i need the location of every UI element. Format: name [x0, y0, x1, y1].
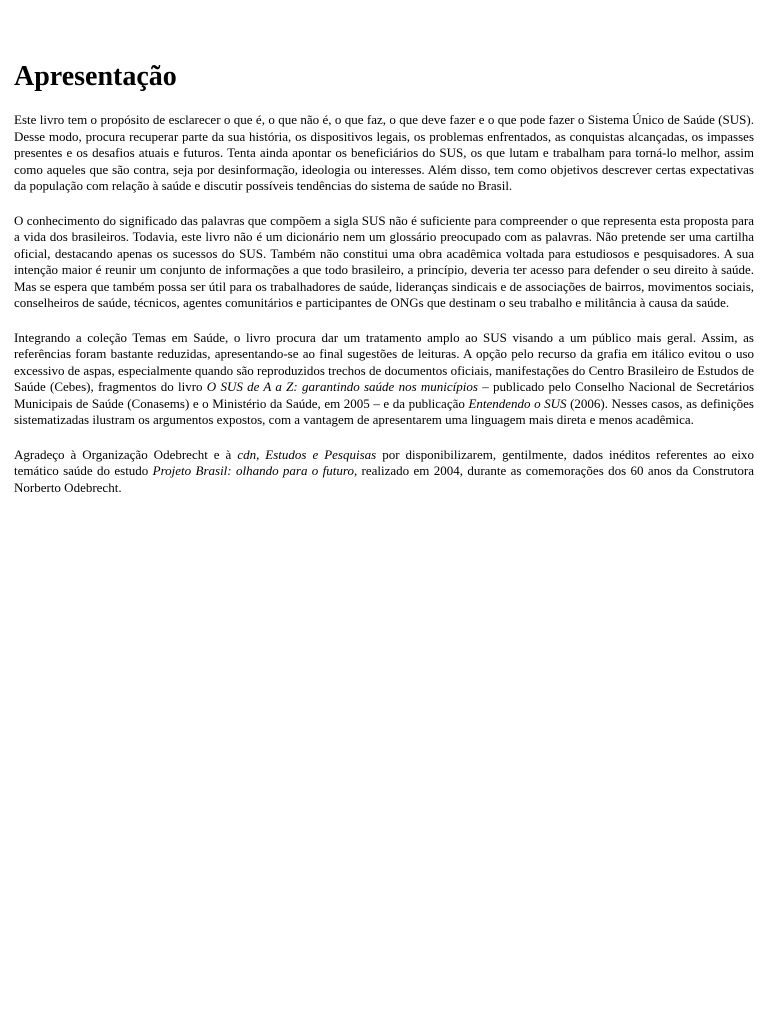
- paragraph-3-italic-publication-title: Entendendo o SUS: [468, 395, 567, 411]
- paragraph-4: [14, 447, 754, 497]
- paragraph-4-italic-organization: cdn, Estudos e Pesquisas: [237, 446, 377, 462]
- paragraph-2: [14, 213, 754, 312]
- page-title: Apresentação: [14, 61, 177, 92]
- paragraph-1-text: Este livro tem o propósito de esclarecer o que é, o que não é, o que faz, o que deve fazer e o que pode fazer o Sistema Único de Saúde (SUS). Desse modo, procura recuperar parte da sua história, os dispositivos legais, os problemas enfrentados, as conquistas alcançadas, os impasses presentes e os desafios atuais e futuros. Tenta ainda apontar os beneficiários do SUS, os que lutam e trabalham para torná-lo melhor, assim como aqueles que são contra, seja por desinformação, ideologia ou interesses. Além disso, tem como objetivos descrever certas expectativas da população com relação à saúde e discutir possíveis tendências do sistema de saúde no Brasil.: [14, 112, 754, 193]
- paragraph-2-text: O conhecimento do significado das palavras que compõem a sigla SUS não é suficiente para compreender o que representa esta proposta para a vida dos brasileiros. Todavia, este livro não é um dicionário nem um glossário preocupado com as palavras. Não pretende ser uma cartilha oficial, destacando apenas os sucessos do SUS. Também não constitui uma obra acadêmica voltada para estudiosos e pesquisadores. A sua intenção maior é reunir um conjunto de informações a que todo brasileiro, a princípio, deveria ter acesso para defender o seu direito à saúde. Mas se espera que também possa ser útil para os trabalhadores de saúde, lideranças sindicais e de associações de bairros, movimentos sociais, conselheiros de saúde, técnicos, agentes comunitários e participantes de ONGs que destinam o seu trabalho e militância à causa da saúde.: [14, 212, 754, 310]
- paragraph-3: [14, 330, 754, 429]
- paragraph-1: [14, 112, 754, 195]
- paragraph-3-text-b: – publicado pelo Conselho Nacional de Secretários Municipais de Saúde (Conasems) e o Ministério da Saúde, em 2005 – e da publicação: [14, 379, 755, 411]
- paragraph-3-text-c: (2006). Nesses casos, as definições sistematizadas ilustram os argumentos expostos, com a vantagem de apresentarem uma linguagem mais direta e menos acadêmica.: [14, 395, 754, 427]
- paragraph-3-italic-book-title: O SUS de A a Z: garantindo saúde nos municípios: [206, 379, 478, 394]
- paragraph-3-text-a: Integrando a coleção Temas em Saúde, o livro procura dar um tratamento amplo ao SUS visando a um público mais geral. Assim, as referências foram bastante reduzidas, apresentando-se ao final sugestões de leituras. A opção pelo recurso da grafia em itálico evitou o uso excessivo de aspas, especialmente quando são reproduzidos trechos de documentos oficiais, manifestações do Centro Brasileiro de Estudos de Saúde (Cebes), fragmentos do livro: [14, 329, 754, 394]
- paragraph-4-text-b: por disponibilizarem, gentilmente, dados inéditos referentes ao eixo temático saúde do estudo: [14, 446, 755, 478]
- paragraph-4-italic-study-title: Projeto Brasil: olhando para o futuro: [152, 463, 354, 478]
- paragraph-4-text-a: Agradeço à Organização Odebrecht e à: [14, 446, 238, 462]
- paragraph-4-text-c: , realizado em 2004, durante as comemorações dos 60 anos da Construtora Norberto Odebrecht.: [14, 463, 754, 495]
